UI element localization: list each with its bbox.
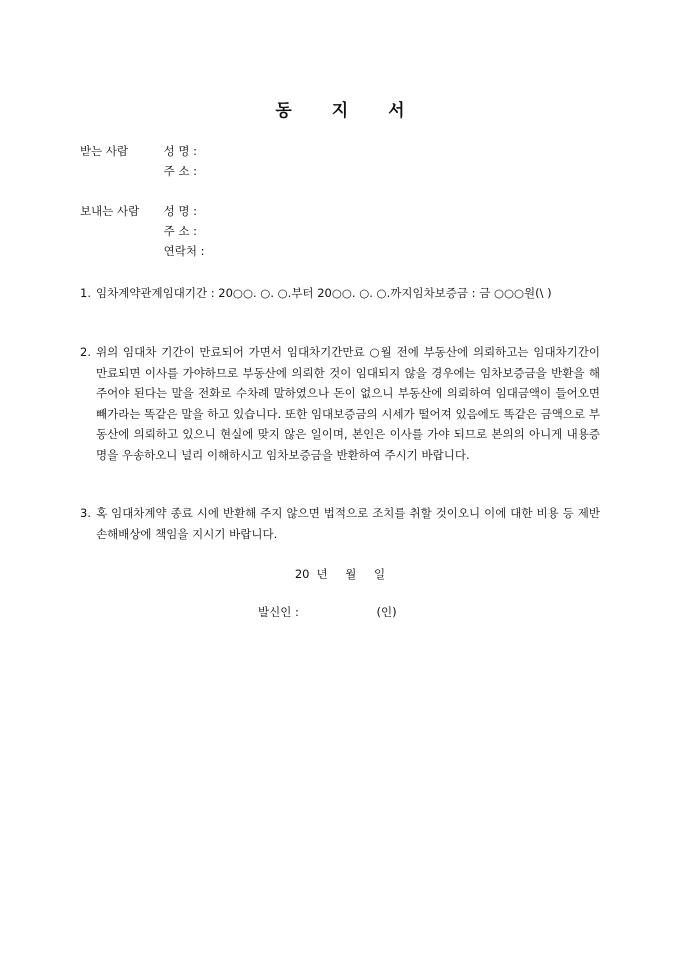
signature-label: 발신인 : <box>258 605 299 619</box>
sender-name-label: 성 명 : <box>163 204 198 218</box>
title-char: 서 <box>388 101 405 121</box>
clause-3 <box>80 503 600 544</box>
clause-number: 1. <box>80 286 91 300</box>
date-line <box>0 566 680 582</box>
sender-role: 보내는 사람 <box>80 204 140 218</box>
clause-1 <box>80 283 600 304</box>
recipient-address-label: 주 소 : <box>163 164 198 178</box>
clause-number: 2. <box>80 345 91 359</box>
clause-text: 임차계약관계임대기간 : 20○○. ○. ○.부터 20○○. ○. ○.까지임차보증금 : 금 ○○○원(\ ) <box>96 286 552 300</box>
sender-address-label: 주 소 : <box>163 224 198 238</box>
title-char: 동 <box>275 101 292 121</box>
clause-text: 혹 임대차계약 종료 시에 반환해 주지 않으면 법적으로 조치를 취할 것이오니 이에 대한 비용 등 제반손해배상에 책임을 지시기 바랍니다. <box>96 506 600 541</box>
recipient-block <box>80 141 226 181</box>
date-year-unit: 년 <box>316 567 328 581</box>
date-day-unit: 일 <box>374 567 386 581</box>
seal-mark: (인) <box>376 605 397 619</box>
document-title <box>0 96 680 121</box>
date-year: 20 <box>294 567 310 581</box>
clause-number: 3. <box>80 506 91 520</box>
sender-block <box>80 201 226 261</box>
clause-text: 위의 임대차 기간이 만료되어 가면서 임대차기간만료 ○월 전에 부동산에 의뢰하고는 임대차기간이 만료되면 이사를 가야하므로 부동산에 의뢰한 것이 임대되지 않을 경우에는 임차보증금을 반환을 해 주어야 된다는 말을 전화로 수차례 말하였으나 돈이 없으니 부동산에 의뢰하여 임대금액이 들어오면 빼가라는 똑같은 말을 하고 있습니다. 또한 임대보증금의 시세가 떨어져 있음에도 똑같은 금액으로 부동산에 의뢰하고 있으니 현실에 맞지 않은 일이며, 본인은 이사를 가야 되므로 본의의 아니게 내용증명을 우송하오니 널리 이해하시고 임차보증금을 반환하여 주시기 바랍니다. <box>96 345 600 462</box>
signature-line <box>258 604 397 620</box>
recipient-name-label: 성 명 : <box>163 144 198 158</box>
date-month-unit: 월 <box>345 567 357 581</box>
sender-contact-label: 연락처 : <box>163 244 205 258</box>
recipient-role: 받는 사람 <box>80 144 129 158</box>
clause-2 <box>80 342 600 465</box>
title-char: 지 <box>331 101 349 121</box>
